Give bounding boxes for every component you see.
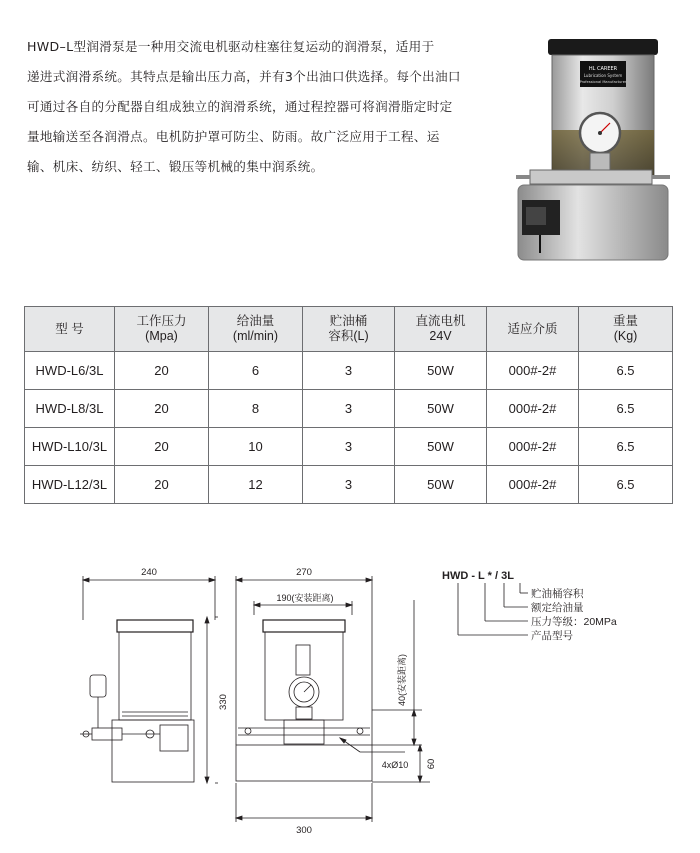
table-cell: 20 (115, 390, 209, 428)
table-cell: 6.5 (579, 352, 673, 390)
dim-base-height: 60 (426, 758, 437, 770)
header-motor: 直流电机 24V (395, 307, 487, 352)
table-row (25, 428, 673, 466)
table-cell: 20 (115, 428, 209, 466)
table-cell: 000#-2# (487, 428, 579, 466)
dim-width-front: 270 (296, 567, 312, 578)
table-cell: HWD-L12/3L (25, 466, 115, 504)
table-cell: 6.5 (579, 390, 673, 428)
table-cell: 3 (303, 428, 395, 466)
table-cell: 3 (303, 352, 395, 390)
model-code: HWD - L * / 3L (442, 570, 514, 582)
legend-item: 产品型号 (531, 630, 573, 642)
legend-item: 额定给油量 (531, 602, 584, 614)
table-cell: 6.5 (579, 428, 673, 466)
brand-label-text: Lubrication System (583, 73, 623, 78)
dim-mount-distance: 190(安装距离) (276, 593, 334, 603)
reservoir-lid (548, 39, 658, 55)
table-cell: 12 (209, 466, 303, 504)
table-cell: 6.5 (579, 466, 673, 504)
table-cell: HWD-L6/3L (25, 352, 115, 390)
dim-holes: 4xØ10 (381, 760, 409, 770)
intro-line: HWD–L型润滑泵是一种用交流电机驱动柱塞往复运动的润滑泵，适用于 (27, 39, 435, 54)
table-cell: 50W (395, 390, 487, 428)
intro-line: 输、机床、纺织、轻工、锻压等机械的集中润系统。 (27, 159, 324, 174)
outlet-manifold (530, 170, 652, 184)
product-photo (500, 25, 680, 275)
table-cell: 50W (395, 428, 487, 466)
table-cell: 3 (303, 466, 395, 504)
brand-label-text: Professional Manufacturer (579, 80, 627, 84)
header-weight: 重量 (Kg) (579, 307, 673, 352)
header-medium: 适应介质 (487, 307, 579, 352)
table-cell: 8 (209, 390, 303, 428)
technical-drawing (0, 540, 700, 853)
header-reservoir: 贮油桶 容积(L) (303, 307, 395, 352)
table-cell: 000#-2# (487, 352, 579, 390)
table-row (25, 466, 673, 504)
dim-base-width: 300 (296, 825, 312, 836)
table-cell: 10 (209, 428, 303, 466)
intro-paragraph (27, 32, 482, 182)
brand-label-text: HL CAREER (588, 66, 618, 72)
dim-width-side: 240 (141, 567, 157, 578)
table-cell: 50W (395, 466, 487, 504)
spec-table (24, 306, 673, 504)
table-cell: 20 (115, 352, 209, 390)
dim-height: 330 (218, 694, 229, 710)
dim-mount-height: 40(安装距离) (397, 653, 407, 707)
table-cell: 000#-2# (487, 390, 579, 428)
table-cell: 20 (115, 466, 209, 504)
table-row (25, 352, 673, 390)
table-cell: HWD-L8/3L (25, 390, 115, 428)
legend-item: 压力等级：20MPa (531, 616, 617, 628)
header-flow: 给油量 (ml/min) (209, 307, 303, 352)
model-code-legend (442, 570, 617, 642)
table-row (25, 390, 673, 428)
intro-line: 递进式润滑系统。其特点是输出压力高，并有3个出油口供选择。每个出油口 (27, 69, 461, 84)
table-header-row (25, 307, 673, 352)
table-cell: 000#-2# (487, 466, 579, 504)
intro-line: 可通过各自的分配器自组成独立的润滑系统，通过程控器可将润滑脂定时定 (27, 99, 453, 114)
table-cell: 3 (303, 390, 395, 428)
header-pressure: 工作压力 (Mpa) (115, 307, 209, 352)
table-cell: HWD-L10/3L (25, 428, 115, 466)
table-cell: 6 (209, 352, 303, 390)
header-model: 型 号 (25, 307, 115, 352)
legend-item: 贮油桶容积 (531, 588, 584, 600)
intro-line: 量地输送至各润滑点。电机防护罩可防尘、防雨。故广泛应用于工程、运 (27, 129, 440, 144)
table-cell: 50W (395, 352, 487, 390)
side-view (80, 576, 218, 783)
